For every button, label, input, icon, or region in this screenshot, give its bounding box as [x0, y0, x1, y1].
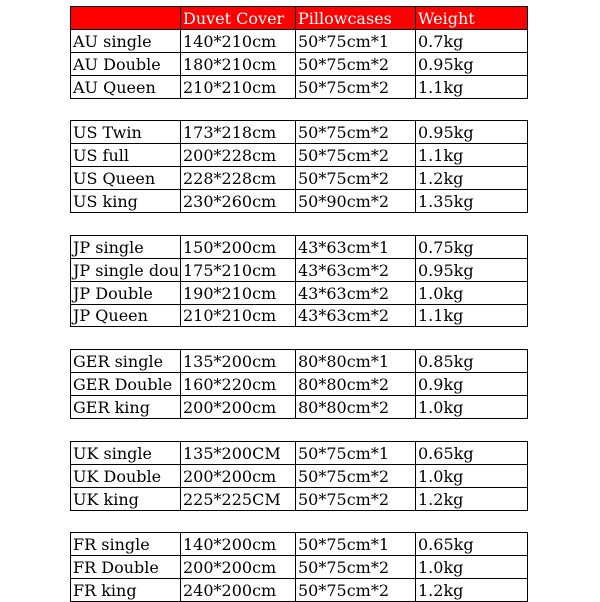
spacer-cell — [296, 419, 416, 442]
duvet-cover-cell: 225*225CM — [181, 487, 296, 510]
spacer-cell — [416, 98, 528, 121]
pillowcases-cell: 80*80cm*2 — [296, 396, 416, 419]
spacer-cell — [181, 327, 296, 350]
spacer-cell — [71, 419, 181, 442]
weight-cell: 1.0kg — [416, 281, 528, 304]
weight-cell: 1.1kg — [416, 304, 528, 327]
pillowcases-cell: 50*75cm*1 — [296, 29, 416, 52]
spacer-cell — [71, 98, 181, 121]
table-row — [71, 464, 528, 487]
size-name-cell: UK Double — [71, 464, 181, 487]
table-row — [71, 281, 528, 304]
table-row — [71, 75, 528, 98]
spacer-cell — [296, 327, 416, 350]
table-row — [71, 190, 528, 213]
table-row — [71, 52, 528, 75]
size-name-cell: FR Double — [71, 556, 181, 579]
table-row — [71, 373, 528, 396]
group-spacer-row — [71, 327, 528, 350]
spacer-cell — [296, 213, 416, 236]
table-row — [71, 396, 528, 419]
spacer-cell — [181, 419, 296, 442]
size-name-cell: US Queen — [71, 167, 181, 190]
weight-cell: 1.35kg — [416, 190, 528, 213]
table-row — [71, 441, 528, 464]
group-spacer-row — [71, 213, 528, 236]
duvet-cover-cell: 160*220cm — [181, 373, 296, 396]
duvet-cover-cell: 173*218cm — [181, 121, 296, 144]
size-name-cell: US full — [71, 144, 181, 167]
size-name-cell: UK single — [71, 441, 181, 464]
pillowcases-cell: 50*75cm*2 — [296, 52, 416, 75]
duvet-cover-cell: 135*200CM — [181, 441, 296, 464]
table-row — [71, 533, 528, 556]
duvet-cover-cell: 200*200cm — [181, 556, 296, 579]
table-row — [71, 121, 528, 144]
size-name-cell: GER king — [71, 396, 181, 419]
weight-cell: 0.95kg — [416, 52, 528, 75]
header-pillowcases: Pillowcases — [296, 7, 416, 30]
spacer-cell — [416, 419, 528, 442]
pillowcases-cell: 50*75cm*2 — [296, 167, 416, 190]
pillowcases-cell: 50*75cm*2 — [296, 487, 416, 510]
size-name-cell: US Twin — [71, 121, 181, 144]
duvet-cover-cell: 230*260cm — [181, 190, 296, 213]
spacer-cell — [416, 213, 528, 236]
table-row — [71, 304, 528, 327]
size-name-cell: UK king — [71, 487, 181, 510]
size-name-cell: AU single — [71, 29, 181, 52]
spacer-cell — [181, 510, 296, 533]
spacer-cell — [416, 510, 528, 533]
pillowcases-cell: 50*75cm*2 — [296, 464, 416, 487]
weight-cell: 1.2kg — [416, 487, 528, 510]
weight-cell: 1.0kg — [416, 464, 528, 487]
size-table — [70, 6, 528, 602]
weight-cell: 1.1kg — [416, 144, 528, 167]
size-name-cell: JP single dou — [71, 258, 181, 281]
weight-cell: 0.65kg — [416, 441, 528, 464]
pillowcases-cell: 43*63cm*1 — [296, 235, 416, 258]
duvet-cover-cell: 140*210cm — [181, 29, 296, 52]
duvet-cover-cell: 150*200cm — [181, 235, 296, 258]
table-row — [71, 579, 528, 602]
size-name-cell: JP Queen — [71, 304, 181, 327]
group-spacer-row — [71, 98, 528, 121]
weight-cell: 0.95kg — [416, 258, 528, 281]
table-row — [71, 29, 528, 52]
duvet-cover-cell: 200*228cm — [181, 144, 296, 167]
size-name-cell: GER single — [71, 350, 181, 373]
weight-cell: 0.65kg — [416, 533, 528, 556]
header-row — [71, 7, 528, 30]
duvet-cover-cell: 190*210cm — [181, 281, 296, 304]
group-spacer-row — [71, 510, 528, 533]
pillowcases-cell: 80*80cm*2 — [296, 373, 416, 396]
spacer-cell — [71, 327, 181, 350]
table-row — [71, 487, 528, 510]
table-row — [71, 258, 528, 281]
pillowcases-cell: 43*63cm*2 — [296, 281, 416, 304]
size-name-cell: FR king — [71, 579, 181, 602]
size-name-cell: GER Double — [71, 373, 181, 396]
weight-cell: 1.0kg — [416, 396, 528, 419]
weight-cell: 1.0kg — [416, 556, 528, 579]
duvet-cover-cell: 228*228cm — [181, 167, 296, 190]
weight-cell: 0.9kg — [416, 373, 528, 396]
spacer-cell — [296, 510, 416, 533]
weight-cell: 1.1kg — [416, 75, 528, 98]
table-row — [71, 144, 528, 167]
size-name-cell: JP Double — [71, 281, 181, 304]
size-name-cell: US king — [71, 190, 181, 213]
pillowcases-cell: 80*80cm*1 — [296, 350, 416, 373]
duvet-cover-cell: 175*210cm — [181, 258, 296, 281]
table-row — [71, 235, 528, 258]
pillowcases-cell: 50*75cm*1 — [296, 533, 416, 556]
duvet-cover-cell: 210*210cm — [181, 75, 296, 98]
spacer-cell — [71, 213, 181, 236]
header-duvet-cover: Duvet Cover — [181, 7, 296, 30]
duvet-cover-cell: 200*200cm — [181, 464, 296, 487]
pillowcases-cell: 43*63cm*2 — [296, 258, 416, 281]
pillowcases-cell: 50*75cm*2 — [296, 144, 416, 167]
duvet-cover-cell: 200*200cm — [181, 396, 296, 419]
group-spacer-row — [71, 419, 528, 442]
size-name-cell: JP single — [71, 235, 181, 258]
table-row — [71, 556, 528, 579]
spacer-cell — [416, 327, 528, 350]
size-name-cell: AU Queen — [71, 75, 181, 98]
pillowcases-cell: 50*75cm*1 — [296, 441, 416, 464]
weight-cell: 0.85kg — [416, 350, 528, 373]
pillowcases-cell: 50*75cm*2 — [296, 75, 416, 98]
weight-cell: 1.2kg — [416, 167, 528, 190]
weight-cell: 0.95kg — [416, 121, 528, 144]
duvet-cover-cell: 210*210cm — [181, 304, 296, 327]
pillowcases-cell: 50*75cm*2 — [296, 556, 416, 579]
spacer-cell — [181, 213, 296, 236]
spacer-cell — [296, 98, 416, 121]
table-row — [71, 350, 528, 373]
duvet-cover-cell: 135*200cm — [181, 350, 296, 373]
pillowcases-cell: 43*63cm*2 — [296, 304, 416, 327]
header-blank-cell — [71, 7, 181, 30]
header-weight: Weight — [416, 7, 528, 30]
size-name-cell: FR single — [71, 533, 181, 556]
weight-cell: 1.2kg — [416, 579, 528, 602]
duvet-cover-cell: 240*200cm — [181, 579, 296, 602]
spacer-cell — [181, 98, 296, 121]
pillowcases-cell: 50*90cm*2 — [296, 190, 416, 213]
weight-cell: 0.7kg — [416, 29, 528, 52]
pillowcases-cell: 50*75cm*2 — [296, 121, 416, 144]
duvet-cover-cell: 140*200cm — [181, 533, 296, 556]
spacer-cell — [71, 510, 181, 533]
size-name-cell: AU Double — [71, 52, 181, 75]
duvet-cover-cell: 180*210cm — [181, 52, 296, 75]
weight-cell: 0.75kg — [416, 235, 528, 258]
pillowcases-cell: 50*75cm*2 — [296, 579, 416, 602]
table-row — [71, 167, 528, 190]
size-table-body — [71, 7, 528, 602]
